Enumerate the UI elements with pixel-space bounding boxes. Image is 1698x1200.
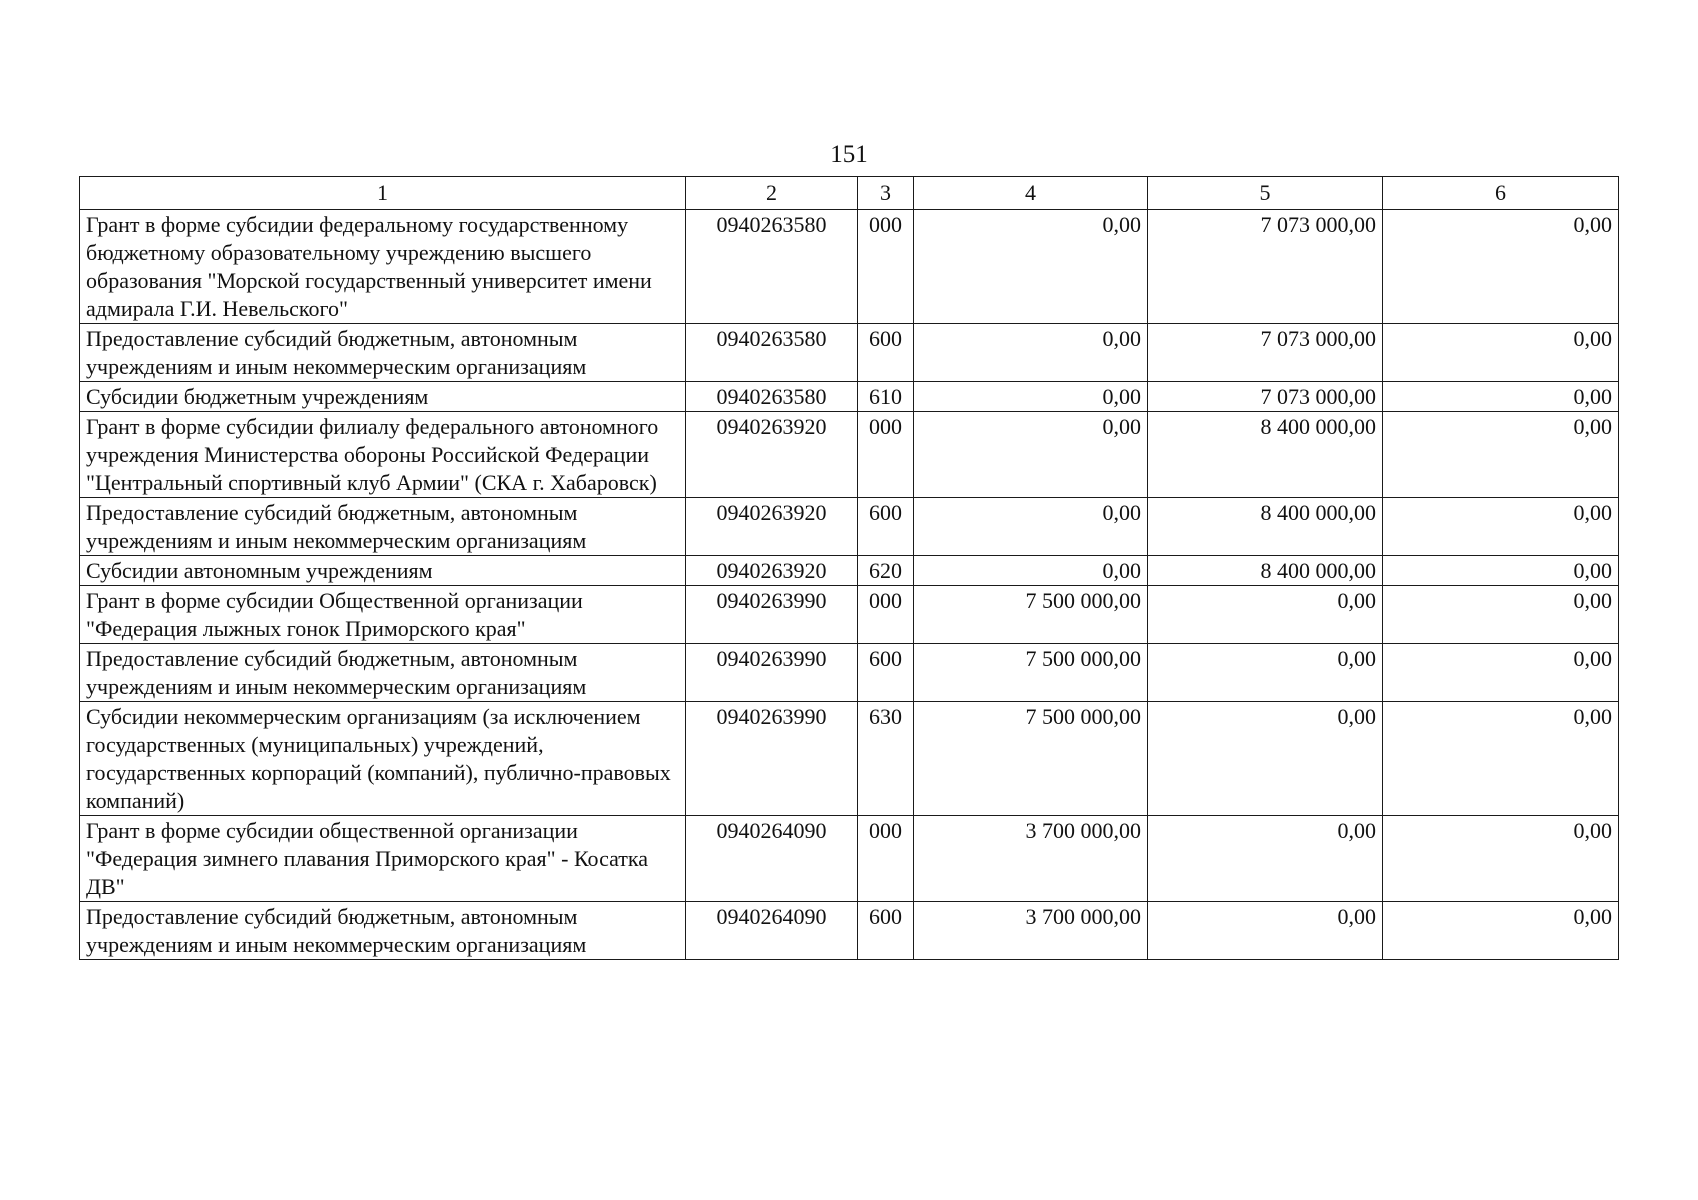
row-kind: 600: [858, 644, 914, 702]
row-kind: 000: [858, 210, 914, 324]
row-value-4: 7 500 000,00: [914, 586, 1148, 644]
row-value-4: 3 700 000,00: [914, 902, 1148, 960]
row-code: 0940263920: [686, 412, 858, 498]
column-header-4: 4: [914, 177, 1148, 210]
table-row: [80, 644, 1619, 702]
table-row: [80, 902, 1619, 960]
table-header: [80, 177, 1619, 210]
row-value-5: 0,00: [1148, 902, 1383, 960]
row-code: 0940263990: [686, 702, 858, 816]
table-row: [80, 702, 1619, 816]
row-value-4: 7 500 000,00: [914, 702, 1148, 816]
row-value-5: 8 400 000,00: [1148, 412, 1383, 498]
row-value-5: 7 073 000,00: [1148, 324, 1383, 382]
row-value-5: 0,00: [1148, 586, 1383, 644]
row-name: Субсидии автономным учреждениям: [80, 556, 686, 586]
row-name: Предоставление субсидий бюджетным, автономным учреждениям и иным некоммерческим организациям: [80, 498, 686, 556]
row-name: Предоставление субсидий бюджетным, автономным учреждениям и иным некоммерческим организациям: [80, 644, 686, 702]
row-name: Грант в форме субсидии филиалу федерального автономного учреждения Министерства обороны Российской Федерации "Центральный спортивный клуб Армии" (СКА г. Хабаровск): [80, 412, 686, 498]
row-value-6: 0,00: [1383, 702, 1619, 816]
row-value-6: 0,00: [1383, 644, 1619, 702]
row-value-4: 0,00: [914, 498, 1148, 556]
row-kind: 630: [858, 702, 914, 816]
row-value-6: 0,00: [1383, 210, 1619, 324]
row-code: 0940263990: [686, 586, 858, 644]
row-kind: 000: [858, 586, 914, 644]
row-name: Грант в форме субсидии федеральному государственному бюджетному образовательному учреждению высшего образования "Морской государственный университет имени адмирала Г.И. Невельского": [80, 210, 686, 324]
row-value-5: 0,00: [1148, 702, 1383, 816]
row-name: Субсидии некоммерческим организациям (за исключением государственных (муниципальных) учреждений, государственных корпораций (компаний), публично-правовых компаний): [80, 702, 686, 816]
row-kind: 600: [858, 902, 914, 960]
row-value-6: 0,00: [1383, 498, 1619, 556]
page-number: 151: [830, 141, 868, 168]
column-header-2: 2: [686, 177, 858, 210]
row-code: 0940263990: [686, 644, 858, 702]
row-value-6: 0,00: [1383, 324, 1619, 382]
column-header-3: 3: [858, 177, 914, 210]
row-value-4: 0,00: [914, 556, 1148, 586]
row-name: Грант в форме субсидии Общественной организации "Федерация лыжных гонок Приморского края": [80, 586, 686, 644]
row-value-4: 3 700 000,00: [914, 816, 1148, 902]
row-code: 0940263920: [686, 556, 858, 586]
row-value-4: 0,00: [914, 382, 1148, 412]
row-value-6: 0,00: [1383, 556, 1619, 586]
row-kind: 000: [858, 816, 914, 902]
row-value-5: 8 400 000,00: [1148, 498, 1383, 556]
table-row: [80, 210, 1619, 324]
row-value-4: 0,00: [914, 324, 1148, 382]
table-row: [80, 498, 1619, 556]
row-code: 0940264090: [686, 816, 858, 902]
row-kind: 600: [858, 498, 914, 556]
row-value-5: 0,00: [1148, 644, 1383, 702]
table-body: [80, 210, 1619, 960]
budget-table: [79, 176, 1619, 960]
row-value-4: 0,00: [914, 412, 1148, 498]
table-row: [80, 412, 1619, 498]
table-row: [80, 556, 1619, 586]
table-row: [80, 382, 1619, 412]
row-value-6: 0,00: [1383, 412, 1619, 498]
row-value-5: 0,00: [1148, 816, 1383, 902]
row-value-6: 0,00: [1383, 382, 1619, 412]
row-value-5: 7 073 000,00: [1148, 382, 1383, 412]
row-value-6: 0,00: [1383, 816, 1619, 902]
row-kind: 600: [858, 324, 914, 382]
row-code: 0940263580: [686, 324, 858, 382]
row-value-4: 0,00: [914, 210, 1148, 324]
row-name: Грант в форме субсидии общественной организации "Федерация зимнего плавания Приморского края" - Косатка ДВ": [80, 816, 686, 902]
row-value-6: 0,00: [1383, 586, 1619, 644]
row-kind: 000: [858, 412, 914, 498]
row-code: 0940263580: [686, 382, 858, 412]
row-value-6: 0,00: [1383, 902, 1619, 960]
row-value-5: 7 073 000,00: [1148, 210, 1383, 324]
row-code: 0940263920: [686, 498, 858, 556]
row-code: 0940263580: [686, 210, 858, 324]
header-row: [80, 177, 1619, 210]
row-code: 0940264090: [686, 902, 858, 960]
row-name: Предоставление субсидий бюджетным, автономным учреждениям и иным некоммерческим организациям: [80, 324, 686, 382]
row-name: Предоставление субсидий бюджетным, автономным учреждениям и иным некоммерческим организациям: [80, 902, 686, 960]
table-row: [80, 816, 1619, 902]
column-header-6: 6: [1383, 177, 1619, 210]
row-kind: 620: [858, 556, 914, 586]
column-header-5: 5: [1148, 177, 1383, 210]
row-name: Субсидии бюджетным учреждениям: [80, 382, 686, 412]
row-value-4: 7 500 000,00: [914, 644, 1148, 702]
table-row: [80, 324, 1619, 382]
row-value-5: 8 400 000,00: [1148, 556, 1383, 586]
row-kind: 610: [858, 382, 914, 412]
column-header-1: 1: [80, 177, 686, 210]
table-row: [80, 586, 1619, 644]
